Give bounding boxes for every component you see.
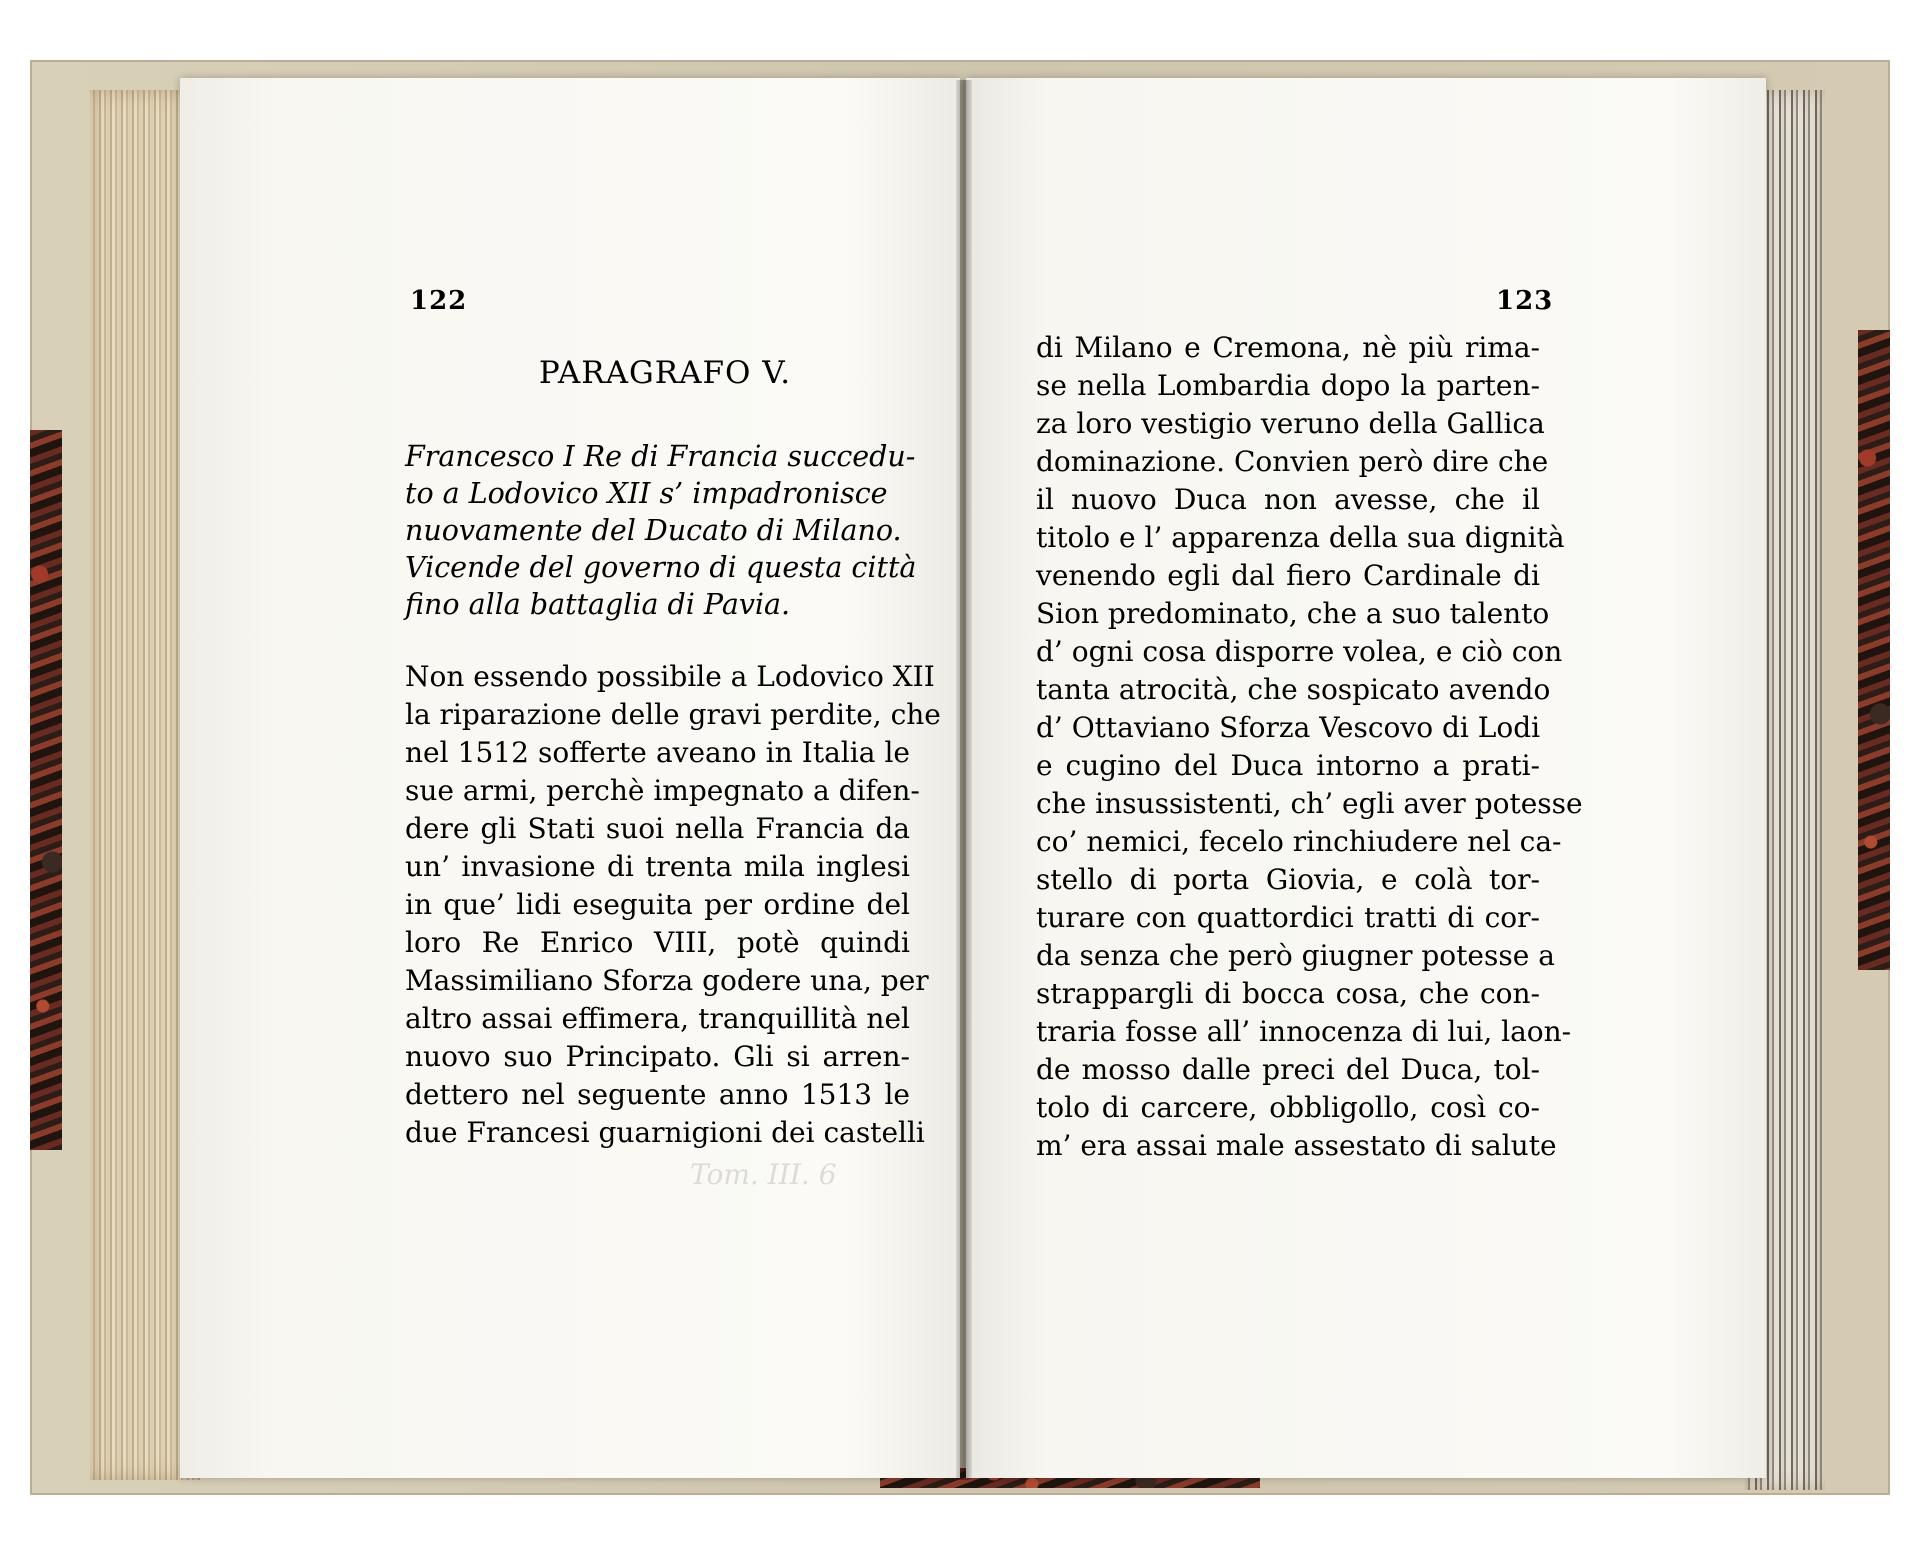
marbled-endpaper-left	[30, 430, 62, 1150]
text-line: la riparazione delle gravi perdite, che	[405, 698, 941, 731]
subtitle-line: to a Lodovico XII s’ impadronisce	[405, 477, 888, 510]
text-line: due Francesi guarnigioni dei castelli	[405, 1116, 925, 1149]
page-number-right: 123	[1496, 286, 1554, 316]
chapter-heading: PARAGRAFO V.	[538, 355, 792, 391]
text-line: co’ nemici, fecelo rinchiudere nel ca-	[1036, 825, 1562, 858]
bleed-through-footer: Tom. III. 6	[690, 1158, 837, 1191]
text-line: m’ era assai male assestato di salute	[1036, 1129, 1557, 1162]
text-line: in que’ lidi eseguita per ordine del	[405, 888, 910, 921]
text-line: nel 1512 sofferte aveano in Italia le	[405, 736, 910, 769]
text-line: strappargli di bocca cosa, che con-	[1036, 977, 1540, 1010]
page-number-left: 122	[410, 286, 468, 316]
right-page-body	[1036, 329, 1583, 1165]
text-line: tanta atrocità, che sospicato avendo	[1036, 673, 1551, 706]
book-gutter	[956, 80, 972, 1480]
text-line: dettero nel seguente anno 1513 le	[405, 1078, 910, 1111]
text-line: turare con quattordici tratti di cor-	[1036, 901, 1540, 934]
text-line: il nuovo Duca non avesse, che il	[1036, 483, 1540, 516]
chapter-subtitle	[405, 438, 915, 623]
text-line: Non essendo possibile a Lodovico XII	[405, 660, 935, 693]
text-line: un’ invasione di trenta mila inglesi	[405, 850, 910, 883]
text-line: di Milano e Cremona, nè più rima-	[1036, 331, 1540, 364]
text-line: che insussistenti, ch’ egli aver potesse	[1036, 787, 1583, 820]
text-line: stello di porta Giovia, e colà tor-	[1036, 863, 1540, 896]
text-line: Massimiliano Sforza godere una, per	[405, 964, 929, 997]
text-line: se nella Lombardia dopo la parten-	[1036, 369, 1540, 402]
text-line: dominazione. Convien però dire che	[1036, 445, 1549, 478]
text-line: d’ Ottaviano Sforza Vescovo di Lodi	[1036, 711, 1541, 744]
text-line: de mosso dalle preci del Duca, tol-	[1036, 1053, 1540, 1086]
subtitle-line: Vicende del governo di questa città	[405, 551, 917, 584]
marbled-endpaper-right	[1858, 330, 1890, 970]
text-line: traria fosse all’ innocenza di lui, laon-	[1036, 1015, 1572, 1048]
left-page-body	[405, 658, 941, 1152]
subtitle-line: Francesco I Re di Francia succedu-	[405, 440, 916, 473]
text-line: altro assai effimera, tranquillità nel	[405, 1002, 910, 1035]
text-line: dere gli Stati suoi nella Francia da	[405, 812, 910, 845]
text-line: d’ ogni cosa disporre volea, e ciò con	[1036, 635, 1563, 668]
text-line: venendo egli dal fiero Cardinale di	[1036, 559, 1540, 592]
subtitle-line: nuovamente del Ducato di Milano.	[405, 514, 902, 547]
text-line: titolo e l’ apparenza della sua dignità	[1036, 521, 1565, 554]
text-line: loro Re Enrico VIII, potè quindi	[405, 926, 910, 959]
text-line: za loro vestigio veruno della Gallica	[1036, 407, 1545, 440]
text-line: nuovo suo Principato. Gli si arren-	[405, 1040, 910, 1073]
text-line: da senza che però giugner potesse a	[1036, 939, 1555, 972]
text-line: Sion predominato, che a suo talento	[1036, 597, 1550, 630]
text-line: sue armi, perchè impegnato a difen-	[405, 774, 920, 807]
text-line: tolo di carcere, obbligollo, così co-	[1036, 1091, 1540, 1124]
text-line: e cugino del Duca intorno a prati-	[1036, 749, 1540, 782]
subtitle-line: fino alla battaglia di Pavia.	[405, 588, 791, 621]
